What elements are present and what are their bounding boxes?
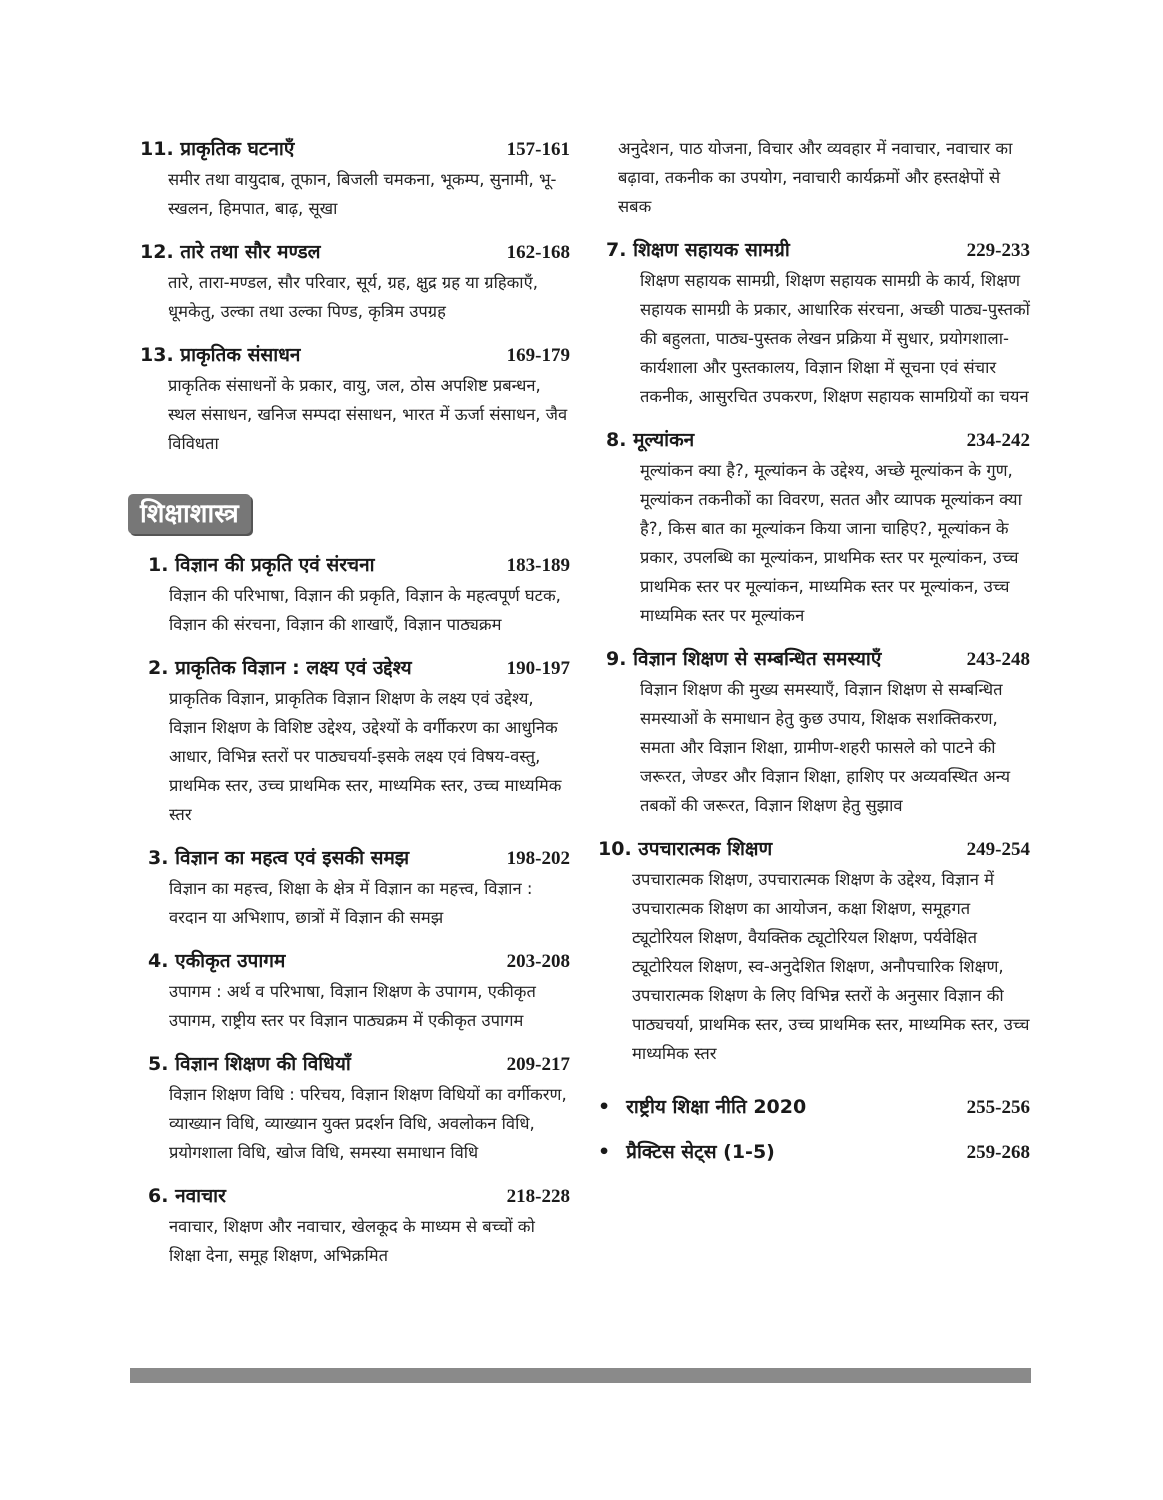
- toc-entry-11: [140, 134, 570, 223]
- entry-description: तारे, तारा-मण्डल, सौर परिवार, सूर्य, ग्रह, क्षुद्र ग्रह या ग्रहिकाएँ, धूमकेतु, उल्का तथा उल्का पिण्ड, कृत्रिम उपग्रह: [168, 273, 538, 321]
- entry-pages: 162-168: [506, 242, 570, 263]
- entry-pages: 209-217: [506, 1054, 570, 1075]
- entry-description: उपागम : अर्थ व परिभाषा, विज्ञान शिक्षण के उपागम, एकीकृत उपागम, राष्ट्रीय स्तर पर विज्ञान पाठ्यक्रम में एकीकृत उपागम: [169, 982, 536, 1030]
- toc-bullet-practice-sets: [598, 1137, 1030, 1168]
- toc-entry-2: [148, 653, 570, 829]
- entry-title: • प्रैक्टिस सेट्स (1-5): [598, 1137, 775, 1167]
- entry-pages: 229-233: [966, 240, 1030, 261]
- toc-entry-8: [598, 425, 1030, 630]
- toc-entry-4: [148, 946, 570, 1035]
- entry-title: 3. विज्ञान का महत्व एवं इसकी समझ: [148, 847, 410, 869]
- entry-description: प्राकृतिक संसाधनों के प्रकार, वायु, जल, ठोस अपशिष्ट प्रबन्धन, स्थल संसाधन, खनिज सम्पदा संसाधन, भारत में ऊर्जा संसाधन, जैव विविधता: [168, 376, 568, 453]
- entry-title: • राष्ट्रीय शिक्षा नीति 2020: [598, 1092, 806, 1122]
- entry-description: मूल्यांकन क्या है?, मूल्यांकन के उद्देश्य, अच्छे मूल्यांकन के गुण, मूल्यांकन तकनीकों का विवरण, सतत और व्यापक मूल्यांकन क्या है?, किस बात का मूल्यांकन किया जाना चाहिए?, मूल्यांकन के प्रकार, उपलब्धि का मूल्यांकन, प्राथमिक स्तर पर मूल्यांकन, उच्च प्राथमिक स्तर पर मूल्यांकन, माध्यमिक स्तर पर मूल्यांकन, उच्च माध्यमिक स्तर पर मूल्यांकन: [640, 461, 1022, 625]
- entry-title: 11. प्राकृतिक घटनाएँ: [140, 138, 295, 160]
- left-column: [140, 134, 570, 1284]
- right-column: [598, 134, 1030, 1182]
- entry-title: 13. प्राकृतिक संसाधन: [140, 344, 301, 366]
- entry-pages: 203-208: [506, 951, 570, 972]
- entry-pages: 255-256: [966, 1097, 1030, 1118]
- entry-title: 4. एकीकृत उपागम: [148, 950, 286, 972]
- entry-title: 8. मूल्यांकन: [606, 429, 695, 451]
- entry-pages: 169-179: [506, 345, 570, 366]
- entry-description: प्राकृतिक विज्ञान, प्राकृतिक विज्ञान शिक्षण के लक्ष्य एवं उद्देश्य, विज्ञान शिक्षण के विशिष्ट उद्देश्य, उद्देश्यों के वर्गीकरण का आधुनिक आधार, विभिन्न स्तरों पर पाठ्यचर्या-इसके लक्ष्य एवं विषय-वस्तु, प्राथमिक स्तर, उच्च प्राथमिक स्तर, माध्यमिक स्तर, उच्च माध्यमिक स्तर: [169, 689, 562, 824]
- entry-title: 1. विज्ञान की प्रकृति एवं संरचना: [148, 554, 375, 576]
- entry-description: विज्ञान शिक्षण की मुख्य समस्याएँ, विज्ञान शिक्षण से सम्बन्धित समस्याओं के समाधान हेतु कुछ उपाय, शिक्षक सशक्तिकरण, समता और विज्ञान शिक्षा, ग्रामीण-शहरी फासले को पाटने की जरूरत, जेण्डर और विज्ञान शिक्षा, हाशिए पर अव्यवस्थित अन्य तबकों की जरूरत, विज्ञान शिक्षण हेतु सुझाव: [640, 680, 1011, 815]
- entry-pages: 234-242: [966, 430, 1030, 451]
- entry-title: 9. विज्ञान शिक्षण से सम्बन्धित समस्याएँ: [606, 648, 882, 670]
- entry-pages: 183-189: [506, 555, 570, 576]
- toc-entry-6: [148, 1181, 570, 1270]
- entry-description: नवाचार, शिक्षण और नवाचार, खेलकूद के माध्यम से बच्चों को शिक्षा देना, समूह शिक्षण, अभिक्रमित: [169, 1217, 535, 1265]
- bottom-divider: [130, 1368, 1031, 1383]
- entry-title: 7. शिक्षण सहायक सामग्री: [606, 239, 790, 261]
- toc-entry-12: [140, 237, 570, 326]
- entry-title: 12. तारे तथा सौर मण्डल: [140, 241, 321, 263]
- entry-description: उपचारात्मक शिक्षण, उपचारात्मक शिक्षण के उद्देश्य, विज्ञान में उपचारात्मक शिक्षण का आयोजन, कक्षा शिक्षण, समूहगत ट्यूटोरियल शिक्षण, वैयक्तिक ट्यूटोरियल शिक्षण, पर्यवेक्षित ट्यूटोरियल शिक्षण, स्व-अनुदेशित शिक्षण, अनौपचारिक शिक्षण, उपचारात्मक शिक्षण के लिए विभिन्न स्तरों के अनुसार विज्ञान की पाठ्यचर्या, प्राथमिक स्तर, उच्च प्राथमिक स्तर, माध्यमिक स्तर, उच्च माध्यमिक स्तर: [632, 870, 1030, 1063]
- entry-pages: 259-268: [966, 1142, 1030, 1163]
- entry-pages: 190-197: [506, 658, 570, 679]
- entry-description: शिक्षण सहायक सामग्री, शिक्षण सहायक सामग्री के कार्य, शिक्षण सहायक सामग्री के प्रकार, आधारिक संरचना, अच्छी पाठ्य-पुस्तकों की बहुलता, पाठ्य-पुस्तक लेखन प्रक्रिया में सुधार, प्रयोगशाला-कार्यशाला और पुस्तकालय, विज्ञान शिक्षा में सूचना एवं संचार तकनीक, आसुरचित उपकरण, शिक्षण सहायक सामग्रियों का चयन: [640, 271, 1030, 406]
- entry-title: 5. विज्ञान शिक्षण की विधियाँ: [148, 1053, 351, 1075]
- entry-description: समीर तथा वायुदाब, तूफान, बिजली चमकना, भूकम्प, सुनामी, भू-स्खलन, हिमपात, बाढ़, सूखा: [168, 170, 557, 218]
- entry-pages: 198-202: [506, 848, 570, 869]
- entry-description: विज्ञान का महत्त्व, शिक्षा के क्षेत्र में विज्ञान का महत्त्व, विज्ञान : वरदान या अभिशाप, छात्रों में विज्ञान की समझ: [169, 879, 533, 927]
- toc-entry-9: [598, 644, 1030, 820]
- entry-description: अनुदेशन, पाठ योजना, विचार और व्यवहार में नवाचार, नवाचार का बढ़ावा, तकनीक का उपयोग, नवाचारी कार्यक्रमों और हस्तक्षेपों से सबक: [618, 139, 1013, 216]
- toc-entry-7: [598, 235, 1030, 411]
- toc-entry-3: [148, 843, 570, 932]
- toc-entry-5: [148, 1049, 570, 1167]
- section-heading: शिक्षाशास्त्र: [128, 494, 251, 534]
- entry-description: विज्ञान की परिभाषा, विज्ञान की प्रकृति, विज्ञान के महत्वपूर्ण घटक, विज्ञान की संरचना, विज्ञान की शाखाएँ, विज्ञान पाठ्यक्रम: [169, 586, 561, 634]
- entry-pages: 218-228: [506, 1186, 570, 1207]
- entry-title: 10. उपचारात्मक शिक्षण: [598, 838, 773, 860]
- toc-bullet-nep-2020: [598, 1092, 1030, 1123]
- entry-pages: 157-161: [506, 139, 570, 160]
- toc-entry-6-continued: [598, 134, 1030, 221]
- entry-description: विज्ञान शिक्षण विधि : परिचय, विज्ञान शिक्षण विधियों का वर्गीकरण, व्याख्यान विधि, व्याख्यान युक्त प्रदर्शन विधि, अवलोकन विधि, प्रयोगशाला विधि, खोज विधि, समस्या समाधान विधि: [169, 1085, 567, 1162]
- toc-entry-10: [598, 834, 1030, 1068]
- toc-entry-1: [148, 550, 570, 639]
- entry-pages: 243-248: [966, 649, 1030, 670]
- entry-pages: 249-254: [966, 839, 1030, 860]
- entry-title: 6. नवाचार: [148, 1185, 226, 1207]
- entry-title: 2. प्राकृतिक विज्ञान : लक्ष्य एवं उद्देश्य: [148, 657, 412, 679]
- toc-entry-13: [140, 340, 570, 458]
